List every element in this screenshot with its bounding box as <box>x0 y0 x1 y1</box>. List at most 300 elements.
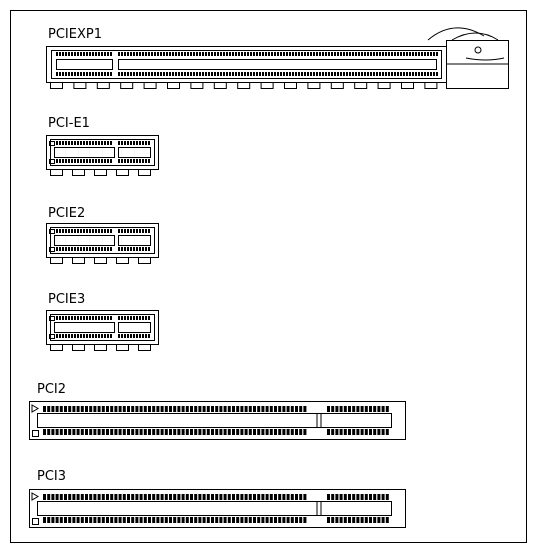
pin <box>337 72 339 76</box>
pin <box>373 52 375 56</box>
pin <box>64 429 67 435</box>
pin <box>145 229 147 233</box>
pin <box>394 52 396 56</box>
mount-tab <box>139 258 151 264</box>
pin <box>245 429 248 435</box>
pin <box>177 517 180 523</box>
pin <box>298 72 300 76</box>
pin <box>335 406 338 412</box>
mount-tab <box>402 83 414 89</box>
pin <box>127 229 129 233</box>
pin <box>118 159 120 163</box>
pin <box>406 52 408 56</box>
pin <box>190 494 193 500</box>
pin <box>382 406 385 412</box>
pin <box>145 72 147 76</box>
pin <box>373 494 376 500</box>
pin <box>83 159 85 163</box>
pin <box>157 72 159 76</box>
pin <box>270 517 273 523</box>
pin <box>182 429 185 435</box>
pin <box>161 429 164 435</box>
pin <box>173 429 176 435</box>
pin <box>409 52 411 56</box>
pin <box>205 52 207 56</box>
mount-tab <box>95 258 107 264</box>
pin <box>86 247 88 251</box>
pin <box>250 72 252 76</box>
end-marker <box>33 431 39 437</box>
pin <box>385 52 387 56</box>
pin <box>62 159 64 163</box>
pin <box>107 229 109 233</box>
pin <box>377 406 380 412</box>
pin <box>74 159 76 163</box>
pin <box>193 72 195 76</box>
pin <box>86 334 88 338</box>
pin <box>295 517 298 523</box>
pin <box>95 247 97 251</box>
pin <box>95 334 97 338</box>
mount-tab <box>95 170 107 176</box>
pin <box>68 517 71 523</box>
pin <box>83 247 85 251</box>
pin <box>43 406 46 412</box>
pin <box>114 406 117 412</box>
pin <box>133 247 135 251</box>
pin <box>257 406 260 412</box>
pin <box>157 52 159 56</box>
pin <box>64 494 67 500</box>
pin <box>304 52 306 56</box>
pin <box>65 72 67 76</box>
pin <box>241 52 243 56</box>
pin <box>313 72 315 76</box>
pin <box>348 494 351 500</box>
pin <box>244 72 246 76</box>
pin <box>424 52 426 56</box>
slot-label-pcie3: PCIE3 <box>48 292 86 307</box>
pin <box>152 406 155 412</box>
slot-channel <box>38 414 392 428</box>
pin <box>95 229 97 233</box>
pin <box>249 429 252 435</box>
pin <box>322 72 324 76</box>
pin <box>151 72 153 76</box>
mount-tab <box>285 83 297 89</box>
pin <box>56 229 58 233</box>
pin <box>238 52 240 56</box>
pin1-marker <box>32 405 38 412</box>
pin <box>298 52 300 56</box>
pin <box>98 141 100 145</box>
pin <box>223 52 225 56</box>
pin <box>85 429 88 435</box>
mount-tab <box>191 83 203 89</box>
pin <box>74 334 76 338</box>
pin <box>400 52 402 56</box>
pin <box>98 72 100 76</box>
pin <box>83 72 85 76</box>
slot-housing <box>47 47 447 83</box>
slot-pciexp1 <box>47 28 509 89</box>
pin <box>244 52 246 56</box>
pin <box>118 52 120 56</box>
pin <box>77 494 80 500</box>
pin <box>203 517 206 523</box>
pin <box>142 316 144 320</box>
slot-label-pci2: PCI2 <box>37 382 67 397</box>
pin <box>361 517 364 523</box>
pin <box>214 72 216 76</box>
pin <box>133 334 135 338</box>
pin <box>81 406 84 412</box>
pin <box>253 72 255 76</box>
pin <box>376 72 378 76</box>
pin <box>391 72 393 76</box>
pin <box>352 52 354 56</box>
pin <box>327 517 330 523</box>
pin <box>43 429 46 435</box>
pin <box>92 141 94 145</box>
pin <box>386 494 389 500</box>
pin <box>187 72 189 76</box>
pin <box>382 72 384 76</box>
pin <box>131 494 134 500</box>
pin <box>102 429 105 435</box>
contact-channel <box>119 60 437 70</box>
pin <box>62 72 64 76</box>
pin <box>148 429 151 435</box>
pin <box>424 72 426 76</box>
pin <box>165 406 168 412</box>
pin <box>152 517 155 523</box>
pin <box>337 52 339 56</box>
pin <box>182 517 185 523</box>
pin <box>56 247 58 251</box>
pin <box>74 229 76 233</box>
pin <box>287 406 290 412</box>
pin <box>62 334 64 338</box>
pin <box>249 494 252 500</box>
pin <box>266 406 269 412</box>
pin <box>177 429 180 435</box>
pin <box>228 429 231 435</box>
pin <box>415 72 417 76</box>
pin <box>47 494 50 500</box>
pin <box>127 141 129 145</box>
pin <box>74 247 76 251</box>
pin <box>148 159 150 163</box>
pin <box>316 52 318 56</box>
pin <box>217 72 219 76</box>
pin <box>68 72 70 76</box>
pin <box>215 517 218 523</box>
pin <box>86 316 88 320</box>
contact-channel <box>119 236 151 246</box>
pin <box>208 72 210 76</box>
pin <box>373 429 376 435</box>
pin <box>256 72 258 76</box>
pin <box>62 316 64 320</box>
mount-tab <box>117 258 129 264</box>
pin <box>335 494 338 500</box>
pin <box>130 334 132 338</box>
pin <box>110 334 112 338</box>
pin <box>261 429 264 435</box>
pin <box>65 334 67 338</box>
pin <box>135 494 138 500</box>
pin <box>367 52 369 56</box>
pin <box>282 517 285 523</box>
pin <box>104 247 106 251</box>
pin <box>156 429 159 435</box>
pin <box>89 334 91 338</box>
pin <box>280 72 282 76</box>
pin <box>184 72 186 76</box>
pin <box>119 517 122 523</box>
pin <box>226 72 228 76</box>
pin <box>270 429 273 435</box>
pin <box>331 494 334 500</box>
pin <box>217 52 219 56</box>
pin <box>92 316 94 320</box>
pin <box>80 141 82 145</box>
pin <box>292 72 294 76</box>
pin <box>71 72 73 76</box>
end-marker <box>33 519 39 525</box>
pin <box>344 429 347 435</box>
pin <box>77 334 79 338</box>
pin <box>140 517 143 523</box>
pin <box>101 229 103 233</box>
pin1-marker <box>32 493 38 500</box>
pin <box>322 52 324 56</box>
pin <box>142 247 144 251</box>
pin <box>343 52 345 56</box>
pin <box>59 247 61 251</box>
pin <box>289 52 291 56</box>
pin <box>106 406 109 412</box>
pin <box>101 316 103 320</box>
pin <box>107 247 109 251</box>
pin <box>203 429 206 435</box>
pin <box>277 52 279 56</box>
pin <box>199 72 201 76</box>
pin <box>196 52 198 56</box>
pin <box>207 494 210 500</box>
pin <box>51 406 54 412</box>
contact-channel <box>55 148 115 158</box>
latch-pivot <box>475 47 481 53</box>
pin <box>236 494 239 500</box>
pin <box>89 52 91 56</box>
pin <box>184 52 186 56</box>
slot-pcie2 <box>47 224 159 264</box>
slot-housing <box>47 136 159 170</box>
pin <box>169 429 172 435</box>
pin <box>165 517 168 523</box>
latch-arm <box>452 33 498 40</box>
pin <box>85 517 88 523</box>
pin <box>182 406 185 412</box>
pin <box>74 141 76 145</box>
pin <box>106 429 109 435</box>
pin <box>110 429 113 435</box>
pin <box>104 52 106 56</box>
pin <box>249 406 252 412</box>
pin <box>211 517 214 523</box>
pin <box>144 494 147 500</box>
pin <box>77 141 79 145</box>
pin <box>136 159 138 163</box>
pin <box>130 229 132 233</box>
pin <box>335 429 338 435</box>
pin <box>295 494 298 500</box>
pin <box>173 406 176 412</box>
pin <box>56 316 58 320</box>
pin <box>152 494 155 500</box>
pin <box>136 247 138 251</box>
pin <box>310 72 312 76</box>
pin <box>139 52 141 56</box>
pin <box>186 517 189 523</box>
pin <box>133 52 135 56</box>
pin <box>215 494 218 500</box>
pin <box>145 159 147 163</box>
pin <box>397 52 399 56</box>
pin <box>77 247 79 251</box>
pin <box>89 247 91 251</box>
pin <box>261 494 264 500</box>
pin <box>377 494 380 500</box>
pin <box>118 229 120 233</box>
pin <box>352 429 355 435</box>
pin <box>303 517 306 523</box>
pin <box>238 72 240 76</box>
pin <box>198 494 201 500</box>
pin <box>335 517 338 523</box>
pin <box>240 406 243 412</box>
pin <box>250 52 252 56</box>
pin <box>121 159 123 163</box>
pin <box>51 429 54 435</box>
pin <box>110 229 112 233</box>
pin <box>60 429 63 435</box>
pin <box>98 52 100 56</box>
pin <box>121 229 123 233</box>
contact-channel <box>55 323 115 333</box>
pin <box>130 141 132 145</box>
pin <box>327 429 330 435</box>
pin <box>83 334 85 338</box>
pin <box>102 406 105 412</box>
pin <box>110 494 113 500</box>
pin <box>186 494 189 500</box>
pin <box>433 52 435 56</box>
pin <box>80 159 82 163</box>
pin <box>282 494 285 500</box>
pin <box>135 406 138 412</box>
pin <box>178 72 180 76</box>
pin <box>136 141 138 145</box>
pin <box>56 494 59 500</box>
pin <box>161 494 164 500</box>
latch-spring <box>466 58 504 60</box>
pin <box>72 429 75 435</box>
pin <box>102 517 105 523</box>
pin <box>229 52 231 56</box>
pin <box>89 159 91 163</box>
pin <box>370 52 372 56</box>
pin <box>177 406 180 412</box>
pin <box>229 72 231 76</box>
pin <box>135 429 138 435</box>
pin <box>207 429 210 435</box>
pin <box>98 159 100 163</box>
pin <box>121 247 123 251</box>
pin <box>208 52 210 56</box>
pin <box>193 52 195 56</box>
pin <box>382 494 385 500</box>
pin <box>271 52 273 56</box>
pin <box>364 52 366 56</box>
contact-channel <box>57 60 113 70</box>
pin <box>412 72 414 76</box>
pin <box>81 429 84 435</box>
pin <box>327 406 330 412</box>
pin <box>328 72 330 76</box>
pin <box>349 52 351 56</box>
pin <box>124 334 126 338</box>
pin <box>257 517 260 523</box>
pin <box>114 494 117 500</box>
pin <box>60 517 63 523</box>
pin <box>80 334 82 338</box>
pin <box>124 159 126 163</box>
pin <box>68 494 71 500</box>
pin <box>110 141 112 145</box>
pin <box>144 429 147 435</box>
mount-tab <box>355 83 367 89</box>
pin <box>241 72 243 76</box>
pin <box>131 517 134 523</box>
pin <box>89 406 92 412</box>
mount-tab <box>214 83 226 89</box>
pin <box>123 494 126 500</box>
pin <box>228 517 231 523</box>
pin <box>142 52 144 56</box>
pin <box>365 494 368 500</box>
pin <box>98 406 101 412</box>
pin <box>236 406 239 412</box>
pin <box>77 229 79 233</box>
pin <box>274 429 277 435</box>
pin <box>148 247 150 251</box>
pin <box>56 517 59 523</box>
pin <box>291 406 294 412</box>
pin <box>89 72 91 76</box>
pin <box>169 517 172 523</box>
pin <box>259 72 261 76</box>
pin <box>71 141 73 145</box>
pin <box>80 229 82 233</box>
pin <box>101 334 103 338</box>
pin <box>207 517 210 523</box>
pin <box>400 72 402 76</box>
pin <box>144 406 147 412</box>
pin <box>154 52 156 56</box>
